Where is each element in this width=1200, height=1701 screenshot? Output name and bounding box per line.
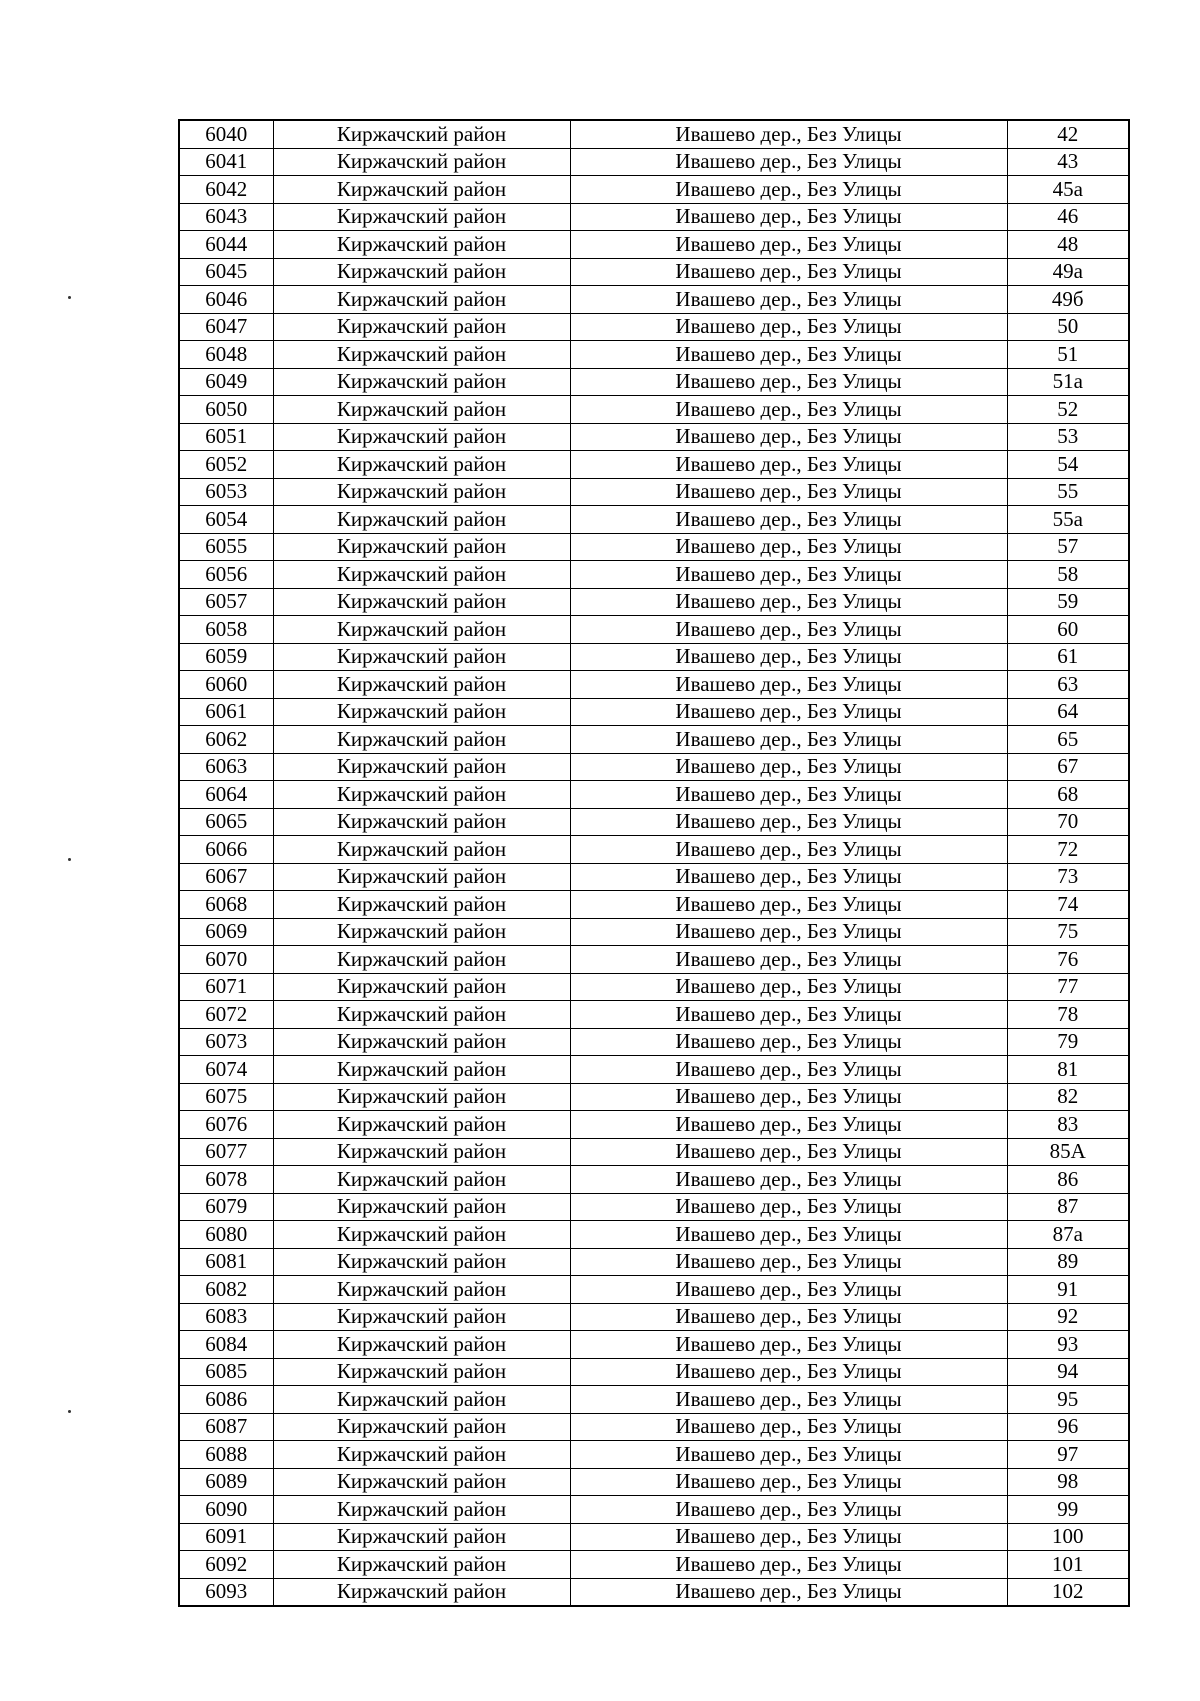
- locality-cell: Ивашево дер., Без Улицы: [570, 808, 1007, 836]
- house-number: 51а: [1007, 368, 1129, 396]
- record-number: 6070: [179, 946, 273, 974]
- house-number: 45а: [1007, 176, 1129, 204]
- district-cell: Киржачский район: [273, 1056, 570, 1084]
- district-cell: Киржачский район: [273, 1111, 570, 1139]
- table-row: [179, 616, 1129, 644]
- table-row: [179, 148, 1129, 176]
- house-number: 53: [1007, 423, 1129, 451]
- locality-cell: Ивашево дер., Без Улицы: [570, 671, 1007, 699]
- district-cell: Киржачский район: [273, 1523, 570, 1551]
- district-cell: Киржачский район: [273, 643, 570, 671]
- district-cell: Киржачский район: [273, 1166, 570, 1194]
- district-cell: Киржачский район: [273, 863, 570, 891]
- locality-cell: Ивашево дер., Без Улицы: [570, 176, 1007, 204]
- locality-cell: Ивашево дер., Без Улицы: [570, 1083, 1007, 1111]
- locality-cell: Ивашево дер., Без Улицы: [570, 643, 1007, 671]
- locality-cell: Ивашево дер., Без Улицы: [570, 203, 1007, 231]
- locality-cell: Ивашево дер., Без Улицы: [570, 478, 1007, 506]
- table-row: [179, 203, 1129, 231]
- district-cell: Киржачский район: [273, 1496, 570, 1524]
- district-cell: Киржачский район: [273, 203, 570, 231]
- house-number: 46: [1007, 203, 1129, 231]
- locality-cell: Ивашево дер., Без Улицы: [570, 1276, 1007, 1304]
- table-row: [179, 1386, 1129, 1414]
- house-number: 96: [1007, 1413, 1129, 1441]
- district-cell: Киржачский район: [273, 726, 570, 754]
- scan-speck: [68, 296, 71, 299]
- record-number: 6090: [179, 1496, 273, 1524]
- table-row: [179, 973, 1129, 1001]
- district-cell: Киржачский район: [273, 781, 570, 809]
- record-number: 6058: [179, 616, 273, 644]
- table-row: [179, 863, 1129, 891]
- record-number: 6048: [179, 341, 273, 369]
- locality-cell: Ивашево дер., Без Улицы: [570, 561, 1007, 589]
- locality-cell: Ивашево дер., Без Улицы: [570, 231, 1007, 259]
- table-row: [179, 258, 1129, 286]
- record-number: 6050: [179, 396, 273, 424]
- house-number: 91: [1007, 1276, 1129, 1304]
- district-cell: Киржачский район: [273, 753, 570, 781]
- district-cell: Киржачский район: [273, 396, 570, 424]
- table-row: [179, 918, 1129, 946]
- house-number: 55а: [1007, 506, 1129, 534]
- locality-cell: Ивашево дер., Без Улицы: [570, 891, 1007, 919]
- district-cell: Киржачский район: [273, 561, 570, 589]
- table-row: [179, 1358, 1129, 1386]
- district-cell: Киржачский район: [273, 1221, 570, 1249]
- house-number: 87: [1007, 1193, 1129, 1221]
- house-number: 81: [1007, 1056, 1129, 1084]
- house-number: 100: [1007, 1523, 1129, 1551]
- district-cell: Киржачский район: [273, 616, 570, 644]
- locality-cell: Ивашево дер., Без Улицы: [570, 1221, 1007, 1249]
- house-number: 77: [1007, 973, 1129, 1001]
- locality-cell: Ивашево дер., Без Улицы: [570, 286, 1007, 314]
- table-row: [179, 1083, 1129, 1111]
- locality-cell: Ивашево дер., Без Улицы: [570, 533, 1007, 561]
- district-cell: Киржачский район: [273, 368, 570, 396]
- locality-cell: Ивашево дер., Без Улицы: [570, 368, 1007, 396]
- house-number: 97: [1007, 1441, 1129, 1469]
- record-number: 6069: [179, 918, 273, 946]
- locality-cell: Ивашево дер., Без Улицы: [570, 1358, 1007, 1386]
- table-row: [179, 1166, 1129, 1194]
- district-cell: Киржачский район: [273, 451, 570, 479]
- table-row: [179, 368, 1129, 396]
- record-number: 6057: [179, 588, 273, 616]
- house-number: 89: [1007, 1248, 1129, 1276]
- house-number: 67: [1007, 753, 1129, 781]
- table-row: [179, 836, 1129, 864]
- district-cell: Киржачский район: [273, 836, 570, 864]
- house-number: 94: [1007, 1358, 1129, 1386]
- house-number: 65: [1007, 726, 1129, 754]
- district-cell: Киржачский район: [273, 973, 570, 1001]
- house-number: 76: [1007, 946, 1129, 974]
- record-number: 6082: [179, 1276, 273, 1304]
- house-number: 99: [1007, 1496, 1129, 1524]
- table-row: [179, 231, 1129, 259]
- table-row: [179, 643, 1129, 671]
- table-row: [179, 1056, 1129, 1084]
- district-cell: Киржачский район: [273, 671, 570, 699]
- locality-cell: Ивашево дер., Без Улицы: [570, 698, 1007, 726]
- record-number: 6075: [179, 1083, 273, 1111]
- district-cell: Киржачский район: [273, 891, 570, 919]
- district-cell: Киржачский район: [273, 1193, 570, 1221]
- district-cell: Киржачский район: [273, 423, 570, 451]
- table-row: [179, 1441, 1129, 1469]
- table-row: [179, 506, 1129, 534]
- locality-cell: Ивашево дер., Без Улицы: [570, 1331, 1007, 1359]
- house-number: 43: [1007, 148, 1129, 176]
- table-row: [179, 120, 1129, 148]
- house-number: 74: [1007, 891, 1129, 919]
- table-row: [179, 946, 1129, 974]
- house-number: 59: [1007, 588, 1129, 616]
- table-row: [179, 451, 1129, 479]
- record-number: 6040: [179, 120, 273, 148]
- record-number: 6061: [179, 698, 273, 726]
- locality-cell: Ивашево дер., Без Улицы: [570, 258, 1007, 286]
- record-number: 6049: [179, 368, 273, 396]
- district-cell: Киржачский район: [273, 918, 570, 946]
- house-number: 52: [1007, 396, 1129, 424]
- house-number: 75: [1007, 918, 1129, 946]
- locality-cell: Ивашево дер., Без Улицы: [570, 1028, 1007, 1056]
- house-number: 93: [1007, 1331, 1129, 1359]
- locality-cell: Ивашево дер., Без Улицы: [570, 423, 1007, 451]
- district-cell: Киржачский район: [273, 1468, 570, 1496]
- district-cell: Киржачский район: [273, 1083, 570, 1111]
- table-row: [179, 1276, 1129, 1304]
- house-number: 92: [1007, 1303, 1129, 1331]
- table-row: [179, 313, 1129, 341]
- table-row: [179, 396, 1129, 424]
- district-cell: Киржачский район: [273, 808, 570, 836]
- locality-cell: Ивашево дер., Без Улицы: [570, 148, 1007, 176]
- house-number: 58: [1007, 561, 1129, 589]
- table-row: [179, 781, 1129, 809]
- locality-cell: Ивашево дер., Без Улицы: [570, 1056, 1007, 1084]
- district-cell: Киржачский район: [273, 1413, 570, 1441]
- house-number: 86: [1007, 1166, 1129, 1194]
- record-number: 6051: [179, 423, 273, 451]
- record-number: 6072: [179, 1001, 273, 1029]
- district-cell: Киржачский район: [273, 1578, 570, 1606]
- table-row: [179, 1331, 1129, 1359]
- locality-cell: Ивашево дер., Без Улицы: [570, 1578, 1007, 1606]
- locality-cell: Ивашево дер., Без Улицы: [570, 726, 1007, 754]
- house-number: 78: [1007, 1001, 1129, 1029]
- house-number: 63: [1007, 671, 1129, 699]
- district-cell: Киржачский район: [273, 1303, 570, 1331]
- locality-cell: Ивашево дер., Без Улицы: [570, 1551, 1007, 1579]
- locality-cell: Ивашево дер., Без Улицы: [570, 863, 1007, 891]
- locality-cell: Ивашево дер., Без Улицы: [570, 781, 1007, 809]
- record-number: 6056: [179, 561, 273, 589]
- record-number: 6086: [179, 1386, 273, 1414]
- house-number: 64: [1007, 698, 1129, 726]
- house-number: 95: [1007, 1386, 1129, 1414]
- district-cell: Киржачский район: [273, 506, 570, 534]
- table-row: [179, 478, 1129, 506]
- district-cell: Киржачский район: [273, 1276, 570, 1304]
- record-number: 6078: [179, 1166, 273, 1194]
- locality-cell: Ивашево дер., Без Улицы: [570, 1303, 1007, 1331]
- house-number: 49а: [1007, 258, 1129, 286]
- district-cell: Киржачский район: [273, 1441, 570, 1469]
- house-number: 101: [1007, 1551, 1129, 1579]
- house-number: 55: [1007, 478, 1129, 506]
- table-row: [179, 698, 1129, 726]
- house-number: 57: [1007, 533, 1129, 561]
- table-row: [179, 341, 1129, 369]
- district-cell: Киржачский район: [273, 1386, 570, 1414]
- locality-cell: Ивашево дер., Без Улицы: [570, 1496, 1007, 1524]
- house-number: 54: [1007, 451, 1129, 479]
- district-cell: Киржачский район: [273, 341, 570, 369]
- record-number: 6046: [179, 286, 273, 314]
- locality-cell: Ивашево дер., Без Улицы: [570, 1441, 1007, 1469]
- record-number: 6054: [179, 506, 273, 534]
- record-number: 6084: [179, 1331, 273, 1359]
- locality-cell: Ивашево дер., Без Улицы: [570, 946, 1007, 974]
- table-row: [179, 1413, 1129, 1441]
- locality-cell: Ивашево дер., Без Улицы: [570, 1193, 1007, 1221]
- record-number: 6059: [179, 643, 273, 671]
- house-number: 102: [1007, 1578, 1129, 1606]
- table-row: [179, 753, 1129, 781]
- house-number: 79: [1007, 1028, 1129, 1056]
- house-number: 51: [1007, 341, 1129, 369]
- table-row: [179, 1001, 1129, 1029]
- scan-speck: [68, 1410, 71, 1413]
- district-cell: Киржачский район: [273, 148, 570, 176]
- record-number: 6060: [179, 671, 273, 699]
- record-number: 6044: [179, 231, 273, 259]
- district-cell: Киржачский район: [273, 231, 570, 259]
- record-number: 6064: [179, 781, 273, 809]
- record-number: 6063: [179, 753, 273, 781]
- table-row: [179, 1193, 1129, 1221]
- table-row: [179, 1111, 1129, 1139]
- house-number: 85А: [1007, 1138, 1129, 1166]
- record-number: 6071: [179, 973, 273, 1001]
- scan-speck: [68, 858, 71, 861]
- table-row: [179, 561, 1129, 589]
- address-table-body: [179, 120, 1129, 1606]
- record-number: 6074: [179, 1056, 273, 1084]
- record-number: 6088: [179, 1441, 273, 1469]
- record-number: 6079: [179, 1193, 273, 1221]
- record-number: 6091: [179, 1523, 273, 1551]
- locality-cell: Ивашево дер., Без Улицы: [570, 1001, 1007, 1029]
- house-number: 82: [1007, 1083, 1129, 1111]
- table-row: [179, 533, 1129, 561]
- table-row: [179, 1523, 1129, 1551]
- record-number: 6092: [179, 1551, 273, 1579]
- house-number: 50: [1007, 313, 1129, 341]
- house-number: 87а: [1007, 1221, 1129, 1249]
- record-number: 6077: [179, 1138, 273, 1166]
- district-cell: Киржачский район: [273, 533, 570, 561]
- locality-cell: Ивашево дер., Без Улицы: [570, 341, 1007, 369]
- record-number: 6066: [179, 836, 273, 864]
- locality-cell: Ивашево дер., Без Улицы: [570, 1468, 1007, 1496]
- house-number: 68: [1007, 781, 1129, 809]
- address-table: [178, 119, 1130, 1607]
- table-row: [179, 1028, 1129, 1056]
- table-row: [179, 1138, 1129, 1166]
- locality-cell: Ивашево дер., Без Улицы: [570, 616, 1007, 644]
- district-cell: Киржачский район: [273, 120, 570, 148]
- locality-cell: Ивашево дер., Без Улицы: [570, 1413, 1007, 1441]
- locality-cell: Ивашево дер., Без Улицы: [570, 836, 1007, 864]
- district-cell: Киржачский район: [273, 946, 570, 974]
- record-number: 6043: [179, 203, 273, 231]
- record-number: 6052: [179, 451, 273, 479]
- record-number: 6076: [179, 1111, 273, 1139]
- district-cell: Киржачский район: [273, 698, 570, 726]
- record-number: 6055: [179, 533, 273, 561]
- record-number: 6053: [179, 478, 273, 506]
- house-number: 49б: [1007, 286, 1129, 314]
- record-number: 6041: [179, 148, 273, 176]
- record-number: 6062: [179, 726, 273, 754]
- table-row: [179, 423, 1129, 451]
- locality-cell: Ивашево дер., Без Улицы: [570, 1111, 1007, 1139]
- locality-cell: Ивашево дер., Без Улицы: [570, 451, 1007, 479]
- record-number: 6073: [179, 1028, 273, 1056]
- record-number: 6087: [179, 1413, 273, 1441]
- record-number: 6068: [179, 891, 273, 919]
- locality-cell: Ивашево дер., Без Улицы: [570, 1166, 1007, 1194]
- table-row: [179, 1578, 1129, 1606]
- locality-cell: Ивашево дер., Без Улицы: [570, 1248, 1007, 1276]
- record-number: 6047: [179, 313, 273, 341]
- locality-cell: Ивашево дер., Без Улицы: [570, 1138, 1007, 1166]
- district-cell: Киржачский район: [273, 1138, 570, 1166]
- table-row: [179, 1468, 1129, 1496]
- table-row: [179, 671, 1129, 699]
- record-number: 6085: [179, 1358, 273, 1386]
- table-row: [179, 808, 1129, 836]
- table-row: [179, 1248, 1129, 1276]
- record-number: 6042: [179, 176, 273, 204]
- house-number: 61: [1007, 643, 1129, 671]
- district-cell: Киржачский район: [273, 588, 570, 616]
- locality-cell: Ивашево дер., Без Улицы: [570, 1386, 1007, 1414]
- locality-cell: Ивашево дер., Без Улицы: [570, 918, 1007, 946]
- district-cell: Киржачский район: [273, 286, 570, 314]
- house-number: 48: [1007, 231, 1129, 259]
- record-number: 6045: [179, 258, 273, 286]
- district-cell: Киржачский район: [273, 1001, 570, 1029]
- district-cell: Киржачский район: [273, 1331, 570, 1359]
- house-number: 70: [1007, 808, 1129, 836]
- district-cell: Киржачский район: [273, 1358, 570, 1386]
- table-row: [179, 726, 1129, 754]
- record-number: 6093: [179, 1578, 273, 1606]
- record-number: 6080: [179, 1221, 273, 1249]
- district-cell: Киржачский район: [273, 1248, 570, 1276]
- record-number: 6089: [179, 1468, 273, 1496]
- district-cell: Киржачский район: [273, 478, 570, 506]
- table-row: [179, 286, 1129, 314]
- house-number: 83: [1007, 1111, 1129, 1139]
- house-number: 42: [1007, 120, 1129, 148]
- record-number: 6081: [179, 1248, 273, 1276]
- locality-cell: Ивашево дер., Без Улицы: [570, 120, 1007, 148]
- table-row: [179, 1551, 1129, 1579]
- table-row: [179, 1496, 1129, 1524]
- locality-cell: Ивашево дер., Без Улицы: [570, 396, 1007, 424]
- house-number: 98: [1007, 1468, 1129, 1496]
- district-cell: Киржачский район: [273, 1551, 570, 1579]
- house-number: 73: [1007, 863, 1129, 891]
- locality-cell: Ивашево дер., Без Улицы: [570, 313, 1007, 341]
- record-number: 6065: [179, 808, 273, 836]
- record-number: 6067: [179, 863, 273, 891]
- locality-cell: Ивашево дер., Без Улицы: [570, 506, 1007, 534]
- locality-cell: Ивашево дер., Без Улицы: [570, 588, 1007, 616]
- district-cell: Киржачский район: [273, 1028, 570, 1056]
- table-row: [179, 588, 1129, 616]
- table-row: [179, 891, 1129, 919]
- locality-cell: Ивашево дер., Без Улицы: [570, 1523, 1007, 1551]
- house-number: 60: [1007, 616, 1129, 644]
- locality-cell: Ивашево дер., Без Улицы: [570, 973, 1007, 1001]
- district-cell: Киржачский район: [273, 176, 570, 204]
- district-cell: Киржачский район: [273, 258, 570, 286]
- locality-cell: Ивашево дер., Без Улицы: [570, 753, 1007, 781]
- district-cell: Киржачский район: [273, 313, 570, 341]
- record-number: 6083: [179, 1303, 273, 1331]
- table-row: [179, 1221, 1129, 1249]
- table-row: [179, 176, 1129, 204]
- table-row: [179, 1303, 1129, 1331]
- house-number: 72: [1007, 836, 1129, 864]
